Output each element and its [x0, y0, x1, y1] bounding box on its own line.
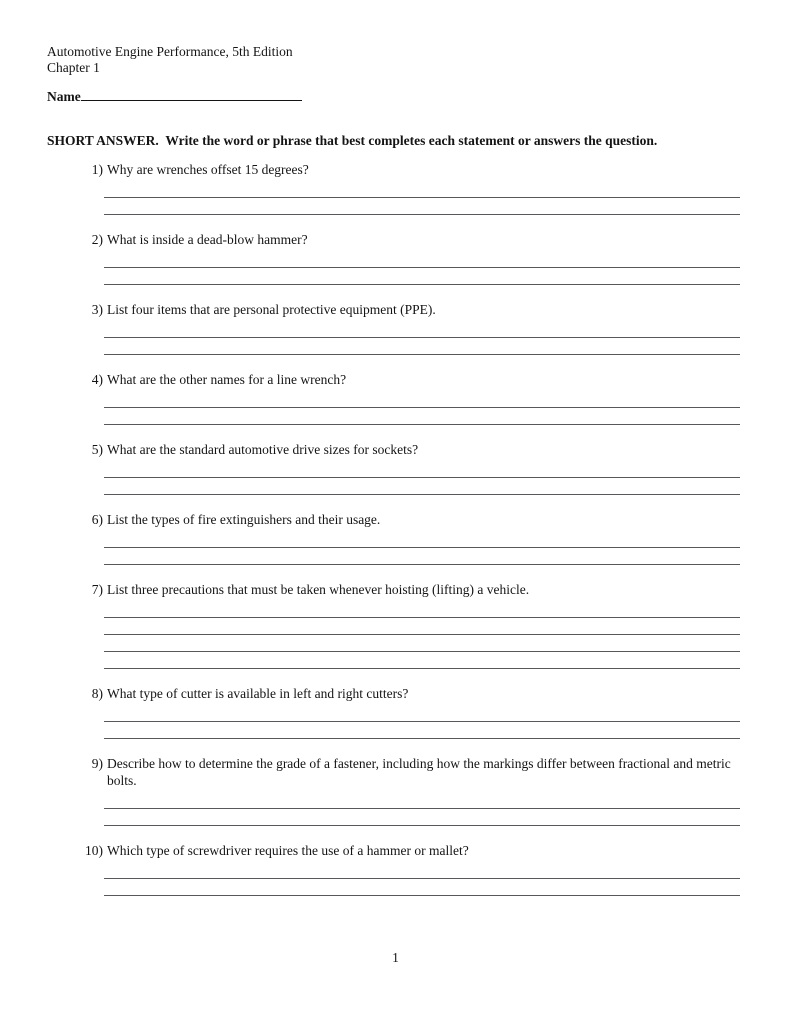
question-text: List three precautions that must be taken whenever hoisting (lifting) a vehicle. — [107, 582, 530, 597]
question-text: Which type of screwdriver requires the use of a hammer or mallet? — [107, 843, 469, 858]
question-number: 10) — [85, 843, 103, 858]
name-row — [47, 87, 302, 105]
question-block — [91, 511, 791, 565]
answer-line[interactable] — [104, 478, 740, 495]
answer-line[interactable] — [104, 879, 740, 896]
question-number: 8) — [91, 686, 103, 701]
question-text: List the types of fire extinguishers and their usage. — [107, 512, 381, 527]
question-block — [91, 161, 791, 215]
answer-lines — [104, 601, 791, 669]
answer-line[interactable] — [104, 531, 740, 548]
question-number: 7) — [91, 582, 103, 597]
answer-lines — [104, 391, 791, 425]
answer-line[interactable] — [104, 792, 740, 809]
answer-line[interactable] — [104, 181, 740, 198]
question-text: Why are wrenches offset 15 degrees? — [107, 162, 309, 177]
name-label: Name — [47, 89, 81, 104]
question-text: List four items that are personal protective equipment (PPE). — [107, 302, 436, 317]
page-number: 1 — [392, 950, 399, 965]
answer-line[interactable] — [104, 391, 740, 408]
question-number: 6) — [91, 512, 103, 527]
answer-line[interactable] — [104, 461, 740, 478]
question-number: 2) — [91, 232, 103, 247]
question-block — [91, 441, 791, 495]
document-header — [47, 44, 293, 76]
question-block — [85, 842, 791, 896]
answer-line[interactable] — [104, 601, 740, 618]
answer-lines — [104, 181, 791, 215]
answer-line[interactable] — [104, 548, 740, 565]
question-block — [91, 755, 791, 826]
name-input-line[interactable] — [81, 87, 302, 101]
question-block — [91, 301, 791, 355]
questions-list — [0, 161, 791, 912]
answer-line[interactable] — [104, 862, 740, 879]
question-text: Describe how to determine the grade of a fastener, including how the markings differ between fractional and metric bolts. — [107, 756, 731, 788]
answer-lines — [104, 531, 791, 565]
answer-line[interactable] — [104, 408, 740, 425]
question-number: 9) — [91, 756, 103, 771]
answer-line[interactable] — [104, 618, 740, 635]
answer-lines — [104, 792, 791, 826]
question-block — [91, 231, 791, 285]
answer-line[interactable] — [104, 705, 740, 722]
question-text: What is inside a dead-blow hammer? — [107, 232, 308, 247]
answer-lines — [104, 251, 791, 285]
answer-lines — [104, 862, 791, 896]
question-text: What are the standard automotive drive sizes for sockets? — [107, 442, 419, 457]
question-block — [91, 371, 791, 425]
question-number: 1) — [91, 162, 103, 177]
answer-lines — [104, 705, 791, 739]
question-number: 5) — [91, 442, 103, 457]
answer-line[interactable] — [104, 635, 740, 652]
answer-line[interactable] — [104, 321, 740, 338]
chapter-label: Chapter 1 — [47, 60, 100, 75]
book-title: Automotive Engine Performance, 5th Edition — [47, 44, 293, 59]
question-number: 3) — [91, 302, 103, 317]
question-number: 4) — [91, 372, 103, 387]
question-text: What type of cutter is available in left and right cutters? — [107, 686, 409, 701]
answer-line[interactable] — [104, 652, 740, 669]
question-block — [91, 685, 791, 739]
answer-lines — [104, 461, 791, 495]
answer-line[interactable] — [104, 722, 740, 739]
answer-line[interactable] — [104, 251, 740, 268]
answer-line[interactable] — [104, 809, 740, 826]
question-block — [91, 581, 791, 669]
question-text: What are the other names for a line wrench? — [107, 372, 347, 387]
answer-line[interactable] — [104, 268, 740, 285]
answer-line[interactable] — [104, 338, 740, 355]
section-instruction: SHORT ANSWER. Write the word or phrase that best completes each statement or answers the question. — [47, 133, 658, 148]
answer-line[interactable] — [104, 198, 740, 215]
answer-lines — [104, 321, 791, 355]
